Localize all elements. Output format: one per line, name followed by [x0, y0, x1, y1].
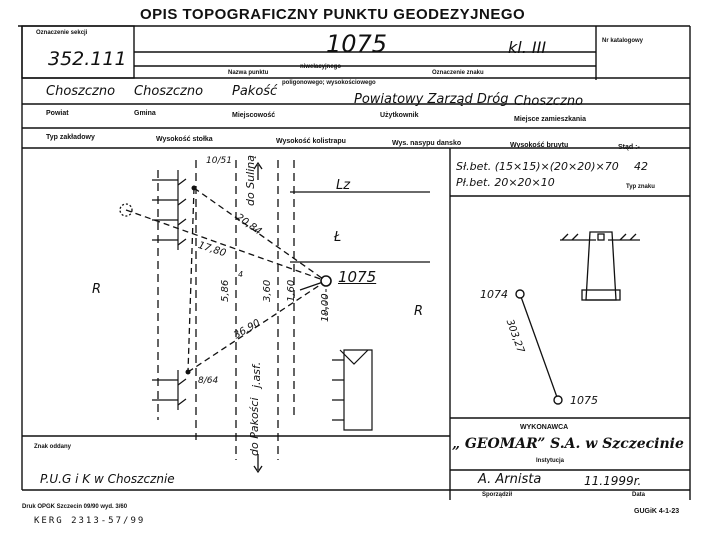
distance-1074-1075: 303,27 — [503, 318, 526, 355]
road-top: do Suliną — [244, 155, 257, 206]
print-note: Druk OPGK Szczecin 09/90 wyd. 3/60 — [22, 504, 128, 510]
stamp-label: Oznaczenie znaku — [432, 70, 484, 76]
col-scale: Stąd :- — [618, 144, 640, 151]
dist-6: 1,60 — [286, 279, 297, 302]
kerg-number: KERG 2313-57/99 — [34, 516, 146, 526]
mark-bottom: 8/64 — [198, 376, 219, 386]
point-a: 1074 — [480, 288, 508, 301]
col-embankment: Wys. nasypu dansko — [392, 140, 462, 147]
mark-top: 10/51 — [206, 156, 232, 166]
locality-value: Pakość — [232, 84, 278, 99]
spec-line-1-value: 42 — [634, 160, 648, 173]
col-height-3: Wysokość bruytu — [510, 142, 569, 149]
sketch-point-label: 1075 — [338, 268, 377, 286]
user-label: Użytkownik — [380, 112, 419, 119]
commune-label: Gmina — [134, 110, 156, 117]
deposit-label: Znak oddany — [34, 444, 72, 450]
catalog-label: Nr katalogowy — [602, 38, 644, 44]
dist-3: 36,90 — [232, 317, 263, 342]
section-value: 352.111 — [48, 48, 127, 70]
point-number: 1075 — [326, 30, 388, 58]
point-name-label: Nazwa punktu — [228, 70, 269, 76]
district-label: Powiat — [46, 110, 69, 117]
author-name: A. Arnista — [478, 472, 542, 487]
network-types: niwelacyjnego — [300, 64, 342, 70]
small-4: 4 — [238, 270, 244, 279]
date-value: 11.1999r. — [584, 474, 642, 488]
dist-4: 5,86 — [220, 279, 231, 302]
page-title: OPIS TOPOGRAFICZNY PUNKTU GEODEZYJNEGO — [140, 6, 526, 23]
section-label: Oznaczenie sekcji — [36, 30, 88, 36]
point-b: 1075 — [570, 394, 598, 407]
dist-2: 17,80 — [196, 240, 228, 260]
label-lz: Lz — [336, 178, 351, 193]
contractor-label: WYKONAWCA — [520, 424, 569, 431]
col-stool-height: Wysokość stołka — [156, 136, 213, 143]
locality-label: Miejscowość — [232, 112, 276, 119]
deposit-value: P.U.G i K w Choszcznie — [40, 472, 175, 486]
road-bottom: do Pakości — [248, 397, 261, 456]
commune-value: Choszczno — [134, 84, 204, 99]
dist-5: 3,60 — [262, 279, 273, 302]
user-value: Powiatowy Zarząd Dróg — [354, 92, 509, 107]
dist-7: 19,00 — [320, 293, 331, 322]
label-r-right: R — [414, 304, 424, 319]
date-label: Data — [632, 492, 646, 498]
maintenance-label: Miejsce zamieszkania — [514, 116, 586, 123]
district-value: Choszczno — [46, 84, 116, 99]
label-r-left: R — [92, 282, 102, 297]
author-label: Sporządził — [482, 492, 513, 498]
form-code: GUGiK 4-1-23 — [634, 508, 680, 515]
type-label: Typ znaku — [626, 184, 655, 190]
label-l: Ł — [334, 230, 342, 245]
class-value: kl. III — [508, 38, 547, 57]
road-surface: j.asf. — [250, 361, 263, 388]
col-height-2: Wysokość kolistrapu — [276, 138, 346, 145]
maintenance-value: Choszczno — [514, 94, 584, 109]
spec-line-1: Sł.bet. (15×15)×(20×20)×70 — [456, 160, 619, 173]
col-type: Typ zakładowy — [46, 134, 95, 141]
dist-1: 20,84 — [233, 212, 264, 238]
contractor-name: „ GEOMAR” S.A. w Szczecinie — [452, 436, 684, 452]
spec-line-2: Pł.bet. 20×20×10 — [456, 176, 555, 189]
network-types-2: poligonowego; wysokościowego — [282, 80, 376, 86]
institution-label: Instytucja — [536, 458, 565, 464]
